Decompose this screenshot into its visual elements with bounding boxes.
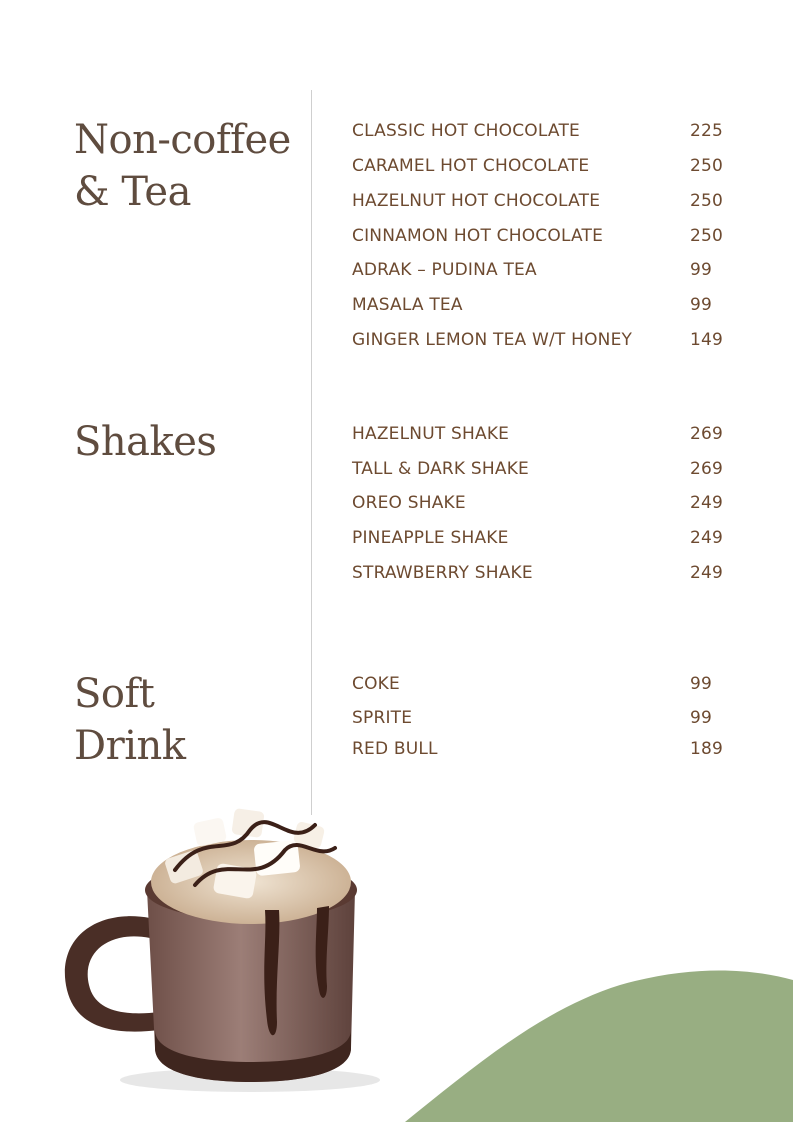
item-price: 249 [690,493,724,513]
item-name: CINNAMON HOT CHOCOLATE [352,226,604,246]
item-price: 99 [690,708,713,728]
item-name: HAZELNUT HOT CHOCOLATE [352,191,601,211]
item-name: OREO SHAKE [352,493,466,513]
item-name: STRAWBERRY SHAKE [352,563,533,583]
category-title-shakes: Shakes [74,419,217,465]
category-title-soft-drink: Soft Drink [74,671,186,769]
item-name: RED BULL [352,739,438,759]
item-price: 269 [690,459,724,479]
item-name: COKE [352,674,400,694]
item-price: 99 [690,295,713,315]
hot-chocolate-mug-icon [55,790,385,1100]
mug-handle [65,916,160,1031]
item-name: CARAMEL HOT CHOCOLATE [352,156,590,176]
wave-shape [405,970,793,1122]
category-title-non-coffee-tea: Non-coffee & Tea [74,117,291,215]
item-price: 249 [690,528,724,548]
item-name: CLASSIC HOT CHOCOLATE [352,121,580,141]
item-price: 250 [690,156,724,176]
item-name: GINGER LEMON TEA W/T HONEY [352,330,633,350]
item-name: HAZELNUT SHAKE [352,424,510,444]
item-price: 269 [690,424,724,444]
item-name: PINEAPPLE SHAKE [352,528,509,548]
item-price: 189 [690,739,724,759]
item-price: 249 [690,563,724,583]
item-price: 225 [690,121,724,141]
item-price: 250 [690,191,724,211]
item-price: 99 [690,674,713,694]
item-price: 250 [690,226,724,246]
item-price: 99 [690,260,713,280]
item-name: ADRAK – PUDINA TEA [352,260,537,280]
item-name: MASALA TEA [352,295,463,315]
item-price: 149 [690,330,724,350]
item-name: SPRITE [352,708,413,728]
item-name: TALL & DARK SHAKE [352,459,529,479]
